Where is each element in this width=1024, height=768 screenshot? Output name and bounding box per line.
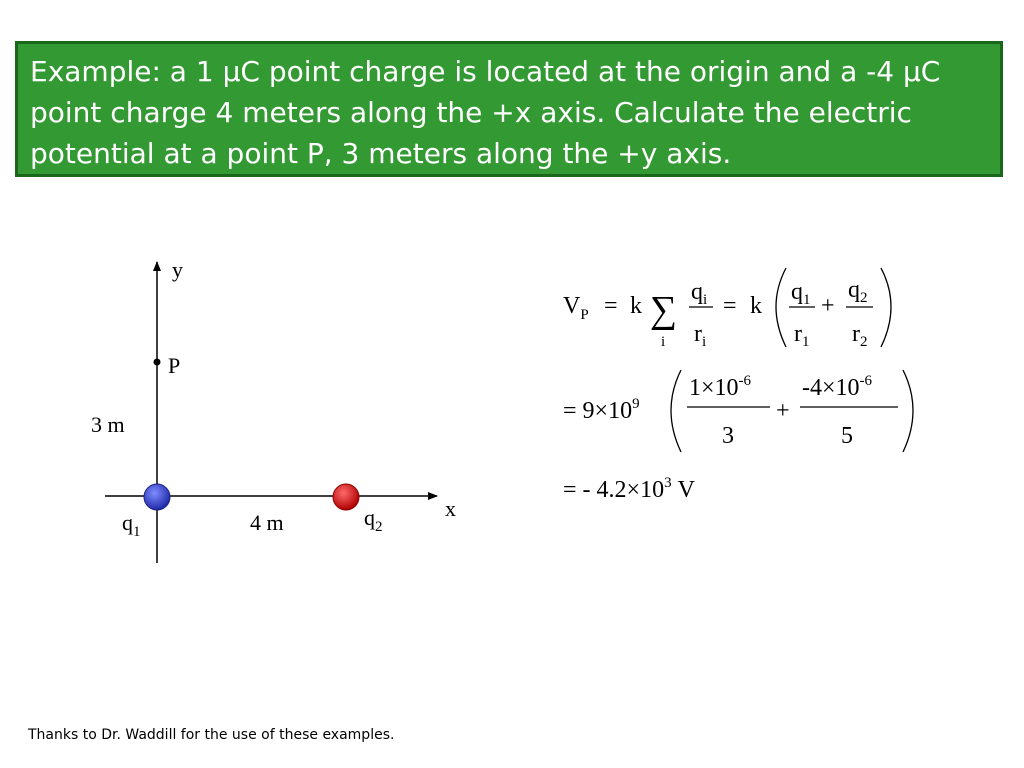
equation-line-2 (563, 370, 913, 452)
svg-text:VP: $V_P$ (563, 293, 589, 323)
svg-text:ri: $r_i$ (694, 321, 707, 350)
point-p-dot (154, 359, 161, 366)
footer-credit: Thanks to Dr. Waddill for the use of these examples. (28, 727, 395, 743)
q2-label: $q_2$ (364, 505, 383, 535)
svg-text:5: 5 (841, 423, 853, 449)
svg-text:r1: $r_1$ (794, 321, 810, 350)
y-axis-label: y (172, 257, 183, 282)
svg-text:= - 4.2×103V: = - $4.2\times 10^3$ V (563, 475, 695, 503)
svg-text:qi: $q_i$ (691, 279, 708, 308)
svg-text:r2: $r_2$ (852, 321, 868, 350)
distance-3m-label: 3 m (91, 412, 125, 437)
x-axis-label: x (445, 496, 456, 521)
svg-text:k: k (750, 293, 762, 319)
svg-text:q1: $q_1$ (791, 279, 811, 308)
svg-text:+: + (821, 293, 835, 319)
equation-line-1 (563, 268, 891, 350)
svg-text:-4×10-6: $-4\times 10^{-6}$ (802, 373, 873, 401)
svg-text:=: = (723, 293, 737, 319)
svg-text:q2: $q_2$ (848, 277, 868, 306)
svg-text:=: = (604, 293, 618, 319)
svg-text:1×10-6: $1\times 10^{-6}$ (689, 373, 752, 401)
distance-4m-label: 4 m (250, 510, 284, 535)
charge-q1 (144, 484, 170, 510)
charge-q2 (333, 484, 359, 510)
svg-text:+: + (776, 398, 790, 424)
q1-label: $q_1$ (122, 510, 141, 540)
point-p-label: P (168, 353, 181, 378)
svg-text:= 9×109: = $9\times 10^9$ (563, 396, 640, 424)
sum-symbol: ∑ (650, 289, 678, 331)
equation-line-3 (563, 475, 696, 503)
problem-statement: Example: a 1 μC point charge is located at the origin and a -4 μC point charge 4 meters along the +x axis. Calculate the electric potential at a point P, 3 meters along the +y axis. (30, 55, 941, 170)
svg-text:3: 3 (722, 423, 734, 449)
svg-text:i: i (661, 334, 666, 350)
svg-text:k: k (630, 293, 642, 319)
